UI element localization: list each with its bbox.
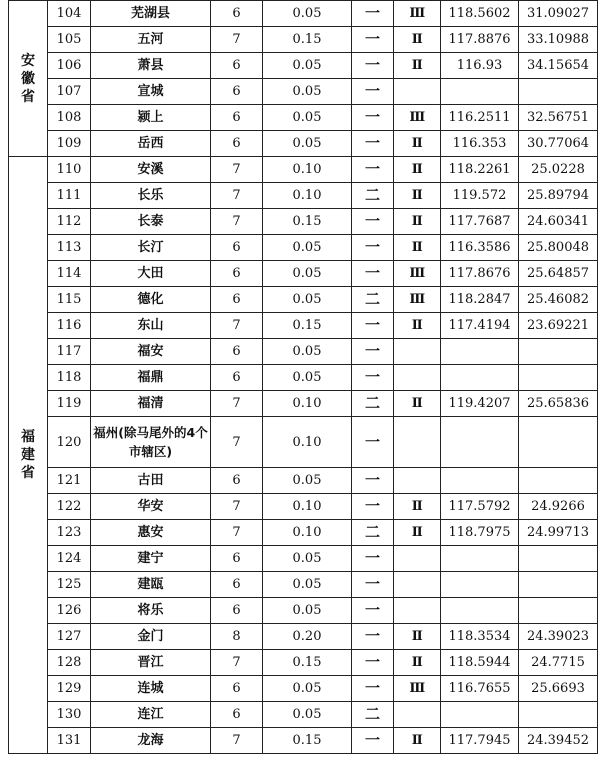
county-name: 龙海 (91, 728, 211, 754)
intensity-cell: 7 (211, 728, 263, 754)
row-number: 122 (48, 494, 91, 520)
acceleration-cell: 0.10 (263, 391, 352, 417)
row-number: 125 (48, 572, 91, 598)
table-row (9, 546, 598, 572)
row-number: 120 (48, 417, 91, 468)
acceleration-cell: 0.05 (263, 339, 352, 365)
site-class-cell: Ⅱ (394, 391, 441, 417)
county-name: 福清 (91, 391, 211, 417)
site-class-cell: Ⅲ (394, 261, 441, 287)
group-cell: 二 (352, 183, 394, 209)
intensity-cell: 7 (211, 313, 263, 339)
intensity-cell: 6 (211, 105, 263, 131)
acceleration-cell: 0.05 (263, 1, 352, 27)
county-name: 萧县 (91, 53, 211, 79)
province-name: 福建省 (9, 157, 48, 754)
latitude-cell: 23.69221 (519, 313, 598, 339)
longitude-cell: 116.3586 (441, 235, 519, 261)
table-row (9, 235, 598, 261)
latitude-cell: 24.9266 (519, 494, 598, 520)
county-name: 晋江 (91, 650, 211, 676)
group-cell: 一 (352, 598, 394, 624)
county-name: 大田 (91, 261, 211, 287)
table-row (9, 468, 598, 494)
row-number: 111 (48, 183, 91, 209)
county-name: 颍上 (91, 105, 211, 131)
table-row (9, 417, 598, 468)
group-cell: 二 (352, 520, 394, 546)
intensity-cell: 6 (211, 235, 263, 261)
table-row (9, 209, 598, 235)
intensity-cell: 6 (211, 572, 263, 598)
table-row (9, 520, 598, 546)
latitude-cell: 25.65836 (519, 391, 598, 417)
county-name: 惠安 (91, 520, 211, 546)
intensity-cell: 7 (211, 27, 263, 53)
longitude-cell: 117.7687 (441, 209, 519, 235)
site-class-cell: Ⅱ (394, 27, 441, 53)
site-class-cell (394, 702, 441, 728)
latitude-cell: 25.46082 (519, 287, 598, 313)
acceleration-cell: 0.05 (263, 468, 352, 494)
acceleration-cell: 0.05 (263, 287, 352, 313)
acceleration-cell: 0.05 (263, 546, 352, 572)
group-cell: 一 (352, 1, 394, 27)
group-cell: 一 (352, 650, 394, 676)
longitude-cell (441, 598, 519, 624)
acceleration-cell: 0.05 (263, 53, 352, 79)
site-class-cell: Ⅱ (394, 728, 441, 754)
group-cell: 一 (352, 53, 394, 79)
latitude-cell (519, 417, 598, 468)
latitude-cell: 34.15654 (519, 53, 598, 79)
latitude-cell: 32.56751 (519, 105, 598, 131)
site-class-cell: Ⅲ (394, 676, 441, 702)
acceleration-cell: 0.20 (263, 624, 352, 650)
longitude-cell (441, 572, 519, 598)
intensity-cell: 6 (211, 339, 263, 365)
table-row (9, 183, 598, 209)
province-name: 安徽省 (9, 1, 48, 157)
acceleration-cell: 0.10 (263, 417, 352, 468)
intensity-cell: 6 (211, 468, 263, 494)
row-number: 109 (48, 131, 91, 157)
longitude-cell (441, 702, 519, 728)
latitude-cell: 24.39023 (519, 624, 598, 650)
latitude-cell: 25.6693 (519, 676, 598, 702)
site-class-cell: Ⅱ (394, 53, 441, 79)
row-number: 127 (48, 624, 91, 650)
latitude-cell: 31.09027 (519, 1, 598, 27)
row-number: 131 (48, 728, 91, 754)
acceleration-cell: 0.15 (263, 27, 352, 53)
longitude-cell (441, 546, 519, 572)
site-class-cell (394, 546, 441, 572)
site-class-cell: Ⅱ (394, 235, 441, 261)
intensity-cell: 7 (211, 209, 263, 235)
group-cell: 一 (352, 235, 394, 261)
latitude-cell (519, 702, 598, 728)
county-name: 德化 (91, 287, 211, 313)
longitude-cell: 118.5944 (441, 650, 519, 676)
county-name: 长泰 (91, 209, 211, 235)
site-class-cell: Ⅱ (394, 183, 441, 209)
county-name: 古田 (91, 468, 211, 494)
table-row (9, 313, 598, 339)
acceleration-cell: 0.05 (263, 261, 352, 287)
site-class-cell: Ⅱ (394, 494, 441, 520)
row-number: 128 (48, 650, 91, 676)
county-name: 建宁 (91, 546, 211, 572)
table-row (9, 598, 598, 624)
county-name: 五河 (91, 27, 211, 53)
table-body (9, 1, 598, 754)
county-name: 芜湖县 (91, 1, 211, 27)
longitude-cell: 116.7655 (441, 676, 519, 702)
latitude-cell: 25.64857 (519, 261, 598, 287)
site-class-cell (394, 598, 441, 624)
longitude-cell (441, 79, 519, 105)
row-number: 112 (48, 209, 91, 235)
intensity-cell: 6 (211, 261, 263, 287)
acceleration-cell: 0.15 (263, 209, 352, 235)
intensity-cell: 6 (211, 79, 263, 105)
acceleration-cell: 0.10 (263, 494, 352, 520)
group-cell: 一 (352, 572, 394, 598)
table-row (9, 391, 598, 417)
table-row (9, 1, 598, 27)
latitude-cell: 24.60341 (519, 209, 598, 235)
table-row (9, 365, 598, 391)
latitude-cell (519, 365, 598, 391)
site-class-cell (394, 468, 441, 494)
longitude-cell: 118.2847 (441, 287, 519, 313)
table-row (9, 261, 598, 287)
table-row (9, 79, 598, 105)
row-number: 116 (48, 313, 91, 339)
latitude-cell: 25.89794 (519, 183, 598, 209)
longitude-cell: 116.2511 (441, 105, 519, 131)
longitude-cell (441, 365, 519, 391)
row-number: 119 (48, 391, 91, 417)
county-name: 建瓯 (91, 572, 211, 598)
intensity-cell: 7 (211, 157, 263, 183)
acceleration-cell: 0.05 (263, 572, 352, 598)
row-number: 118 (48, 365, 91, 391)
intensity-cell: 6 (211, 365, 263, 391)
site-class-cell: Ⅲ (394, 287, 441, 313)
county-name: 福安 (91, 339, 211, 365)
row-number: 105 (48, 27, 91, 53)
group-cell: 一 (352, 339, 394, 365)
latitude-cell (519, 546, 598, 572)
table-row (9, 157, 598, 183)
acceleration-cell: 0.05 (263, 79, 352, 105)
intensity-cell: 7 (211, 494, 263, 520)
acceleration-cell: 0.15 (263, 728, 352, 754)
longitude-cell: 117.5792 (441, 494, 519, 520)
site-class-cell: Ⅱ (394, 313, 441, 339)
group-cell: 一 (352, 728, 394, 754)
latitude-cell (519, 468, 598, 494)
county-name: 长乐 (91, 183, 211, 209)
longitude-cell: 117.8876 (441, 27, 519, 53)
latitude-cell (519, 598, 598, 624)
acceleration-cell: 0.05 (263, 105, 352, 131)
site-class-cell: Ⅱ (394, 520, 441, 546)
latitude-cell (519, 79, 598, 105)
group-cell: 一 (352, 468, 394, 494)
acceleration-cell: 0.05 (263, 702, 352, 728)
longitude-cell: 116.93 (441, 53, 519, 79)
site-class-cell: Ⅲ (394, 105, 441, 131)
table-row (9, 105, 598, 131)
site-class-cell: Ⅲ (394, 1, 441, 27)
group-cell: 一 (352, 313, 394, 339)
site-class-cell (394, 417, 441, 468)
table-row (9, 624, 598, 650)
latitude-cell: 30.77064 (519, 131, 598, 157)
acceleration-cell: 0.05 (263, 131, 352, 157)
table-row (9, 53, 598, 79)
latitude-cell: 33.10988 (519, 27, 598, 53)
row-number: 115 (48, 287, 91, 313)
acceleration-cell: 0.05 (263, 235, 352, 261)
acceleration-cell: 0.15 (263, 313, 352, 339)
row-number: 123 (48, 520, 91, 546)
table-row (9, 650, 598, 676)
group-cell: 一 (352, 131, 394, 157)
row-number: 121 (48, 468, 91, 494)
longitude-cell (441, 339, 519, 365)
group-cell: 一 (352, 546, 394, 572)
group-cell: 一 (352, 209, 394, 235)
county-name: 东山 (91, 313, 211, 339)
table-row (9, 131, 598, 157)
row-number: 126 (48, 598, 91, 624)
group-cell: 一 (352, 105, 394, 131)
site-class-cell: Ⅱ (394, 650, 441, 676)
row-number: 114 (48, 261, 91, 287)
longitude-cell: 119.4207 (441, 391, 519, 417)
longitude-cell: 119.572 (441, 183, 519, 209)
longitude-cell: 118.5602 (441, 1, 519, 27)
intensity-cell: 6 (211, 546, 263, 572)
table-row (9, 728, 598, 754)
acceleration-cell: 0.10 (263, 157, 352, 183)
longitude-cell: 118.7975 (441, 520, 519, 546)
intensity-cell: 8 (211, 624, 263, 650)
row-number: 117 (48, 339, 91, 365)
longitude-cell: 118.2261 (441, 157, 519, 183)
table-row (9, 676, 598, 702)
county-name: 长汀 (91, 235, 211, 261)
site-class-cell (394, 339, 441, 365)
row-number: 104 (48, 1, 91, 27)
group-cell: 一 (352, 27, 394, 53)
longitude-cell: 118.3534 (441, 624, 519, 650)
longitude-cell: 117.4194 (441, 313, 519, 339)
seismic-station-table (8, 0, 598, 754)
latitude-cell: 25.80048 (519, 235, 598, 261)
intensity-cell: 6 (211, 287, 263, 313)
site-class-cell: Ⅱ (394, 131, 441, 157)
row-number: 110 (48, 157, 91, 183)
intensity-cell: 6 (211, 598, 263, 624)
acceleration-cell: 0.10 (263, 183, 352, 209)
site-class-cell: Ⅱ (394, 209, 441, 235)
latitude-cell: 25.0228 (519, 157, 598, 183)
group-cell: 一 (352, 79, 394, 105)
acceleration-cell: 0.05 (263, 365, 352, 391)
acceleration-cell: 0.15 (263, 650, 352, 676)
latitude-cell: 24.39452 (519, 728, 598, 754)
group-cell: 一 (352, 365, 394, 391)
longitude-cell: 117.7945 (441, 728, 519, 754)
county-name: 宣城 (91, 79, 211, 105)
county-name: 连江 (91, 702, 211, 728)
latitude-cell (519, 572, 598, 598)
group-cell: 一 (352, 624, 394, 650)
group-cell: 一 (352, 417, 394, 468)
table-row (9, 494, 598, 520)
site-class-cell (394, 572, 441, 598)
row-number: 113 (48, 235, 91, 261)
acceleration-cell: 0.10 (263, 520, 352, 546)
group-cell: 一 (352, 157, 394, 183)
longitude-cell (441, 417, 519, 468)
table-row (9, 287, 598, 313)
longitude-cell: 116.353 (441, 131, 519, 157)
site-class-cell: Ⅱ (394, 157, 441, 183)
intensity-cell: 7 (211, 417, 263, 468)
group-cell: 二 (352, 391, 394, 417)
county-name: 岳西 (91, 131, 211, 157)
group-cell: 一 (352, 494, 394, 520)
site-class-cell (394, 79, 441, 105)
intensity-cell: 6 (211, 53, 263, 79)
county-name: 安溪 (91, 157, 211, 183)
county-name: 连城 (91, 676, 211, 702)
table-row (9, 27, 598, 53)
table-row (9, 702, 598, 728)
longitude-cell (441, 468, 519, 494)
site-class-cell: Ⅱ (394, 624, 441, 650)
row-number: 106 (48, 53, 91, 79)
longitude-cell: 117.8676 (441, 261, 519, 287)
intensity-cell: 7 (211, 650, 263, 676)
county-name: 将乐 (91, 598, 211, 624)
table-row (9, 572, 598, 598)
intensity-cell: 6 (211, 702, 263, 728)
intensity-cell: 7 (211, 391, 263, 417)
acceleration-cell: 0.05 (263, 676, 352, 702)
acceleration-cell: 0.05 (263, 598, 352, 624)
table-row (9, 339, 598, 365)
group-cell: 一 (352, 261, 394, 287)
intensity-cell: 6 (211, 1, 263, 27)
row-number: 107 (48, 79, 91, 105)
latitude-cell (519, 339, 598, 365)
intensity-cell: 7 (211, 183, 263, 209)
latitude-cell: 24.7715 (519, 650, 598, 676)
county-name: 福州(除马尾外的4个市辖区) (91, 417, 211, 468)
row-number: 129 (48, 676, 91, 702)
county-name: 华安 (91, 494, 211, 520)
group-cell: 二 (352, 287, 394, 313)
row-number: 108 (48, 105, 91, 131)
latitude-cell: 24.99713 (519, 520, 598, 546)
intensity-cell: 7 (211, 520, 263, 546)
group-cell: 一 (352, 676, 394, 702)
row-number: 130 (48, 702, 91, 728)
group-cell: 二 (352, 702, 394, 728)
site-class-cell (394, 365, 441, 391)
county-name: 福鼎 (91, 365, 211, 391)
intensity-cell: 6 (211, 676, 263, 702)
county-name: 金门 (91, 624, 211, 650)
intensity-cell: 6 (211, 131, 263, 157)
row-number: 124 (48, 546, 91, 572)
